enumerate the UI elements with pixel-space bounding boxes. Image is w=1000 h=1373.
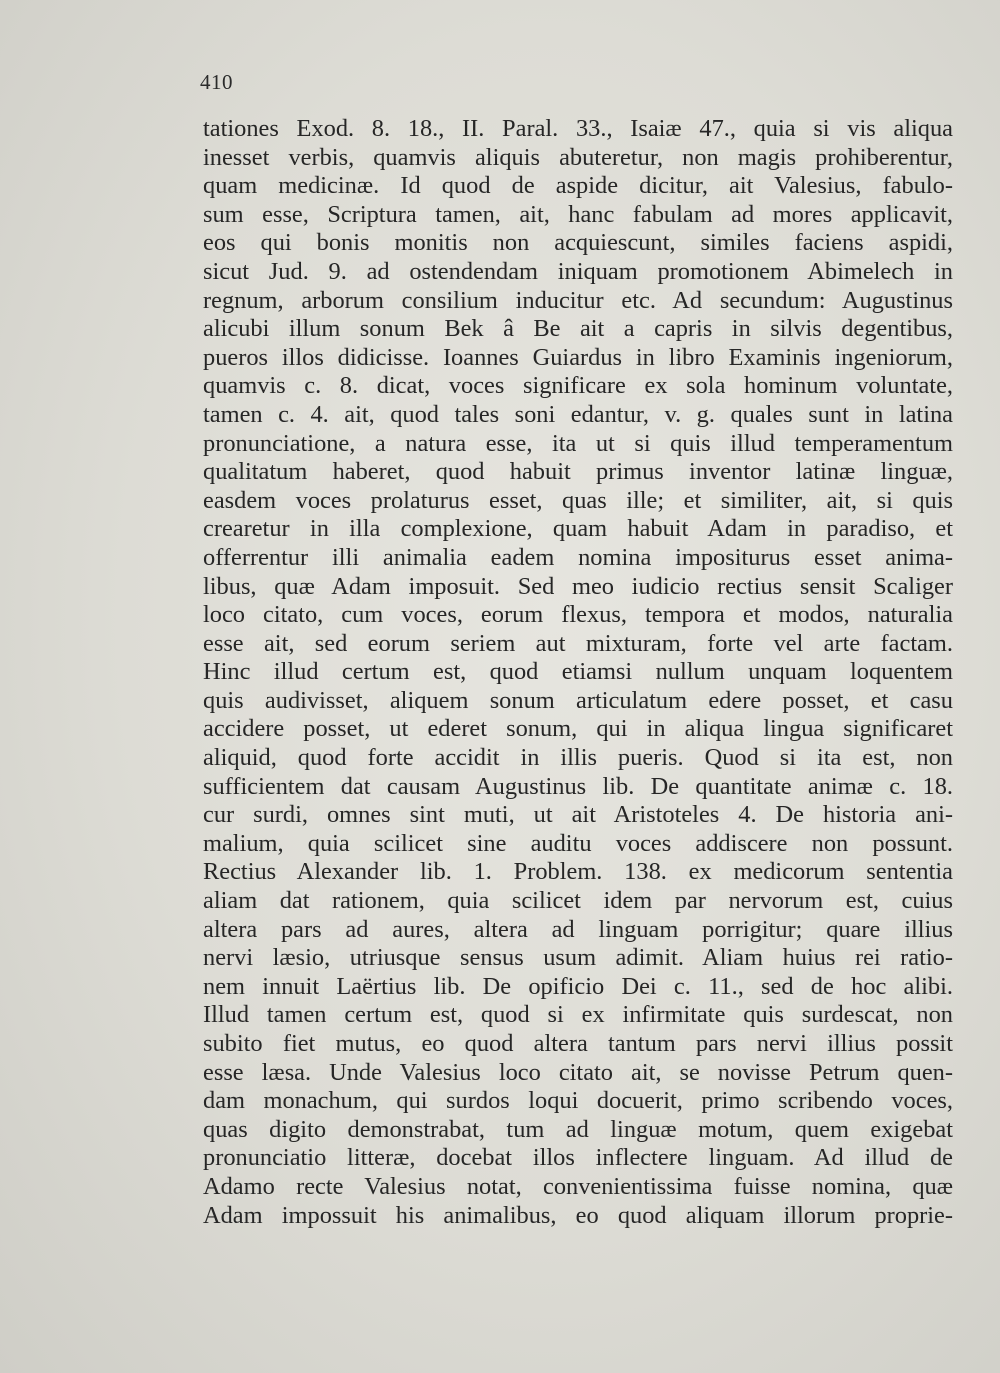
- text-line: nervi læsio, utriusque sensus usum adimit. Aliam huius rei ratio-: [203, 944, 953, 972]
- page-number: 410: [200, 70, 233, 94]
- text-line: quamvis c. 8. dicat, voces significare ex sola hominum voluntate,: [203, 372, 953, 400]
- text-line: tamen c. 4. ait, quod tales soni edantur, v. g. quales sunt in latina: [203, 400, 953, 428]
- text-line: qualitatum haberet, quod habuit primus inventor latinæ linguæ,: [203, 458, 953, 486]
- text-line: aliam dat rationem, quia scilicet idem par nervorum est, cuius: [203, 887, 953, 915]
- text-line: dam monachum, qui surdos loqui docuerit, primo scribendo voces,: [203, 1087, 953, 1115]
- text-line: pronunciatione, a natura esse, ita ut si quis illud temperamentum: [203, 429, 953, 457]
- text-line: malium, quia scilicet sine auditu voces addiscere non possunt.: [203, 829, 953, 857]
- text-line: aliquid, quod forte accidit in illis pueris. Quod si ita est, non: [203, 744, 953, 772]
- text-line: alicubi illum sonum Bek â Be ait a capris in silvis degentibus,: [203, 315, 953, 343]
- text-line: regnum, arborum consilium inducitur etc. Ad secundum: Augustinus: [203, 286, 953, 314]
- text-line: loco citato, cum voces, eorum flexus, tempora et modos, naturalia: [203, 601, 953, 629]
- text-line: inesset verbis, quamvis aliquis abuteretur, non magis prohiberentur,: [203, 143, 953, 171]
- body-text: [203, 115, 953, 1230]
- text-line: quis audivisset, aliquem sonum articulatum edere posset, et casu: [203, 686, 953, 714]
- text-line: altera pars ad aures, altera ad linguam porrigitur; quare illius: [203, 915, 953, 943]
- text-line: easdem voces prolaturus esset, quas ille; et similiter, ait, si quis: [203, 486, 953, 514]
- text-line: quam medicinæ. Id quod de aspide dicitur, ait Valesius, fabulo-: [203, 172, 953, 200]
- text-line: tationes Exod. 8. 18., II. Paral. 33., Isaiæ 47., quia si vis aliqua: [203, 115, 953, 142]
- text-line: Illud tamen certum est, quod si ex infirmitate quis surdescat, non: [203, 1001, 953, 1029]
- text-line: esse læsa. Unde Valesius loco citato ait, se novisse Petrum quen-: [203, 1058, 953, 1086]
- text-line: Adam impossuit his animalibus, eo quod aliquam illorum proprie-: [203, 1201, 953, 1229]
- text-line: Rectius Alexander lib. 1. Problem. 138. ex medicorum sententia: [203, 858, 953, 886]
- text-line: nem innuit Laërtius lib. De opificio Dei c. 11., sed de hoc alibi.: [203, 972, 953, 1000]
- text-line: sufficientem dat causam Augustinus lib. De quantitate animæ c. 18.: [203, 772, 953, 800]
- text-line: Hinc illud certum est, quod etiamsi nullum unquam loquentem: [203, 658, 953, 686]
- text-line: cur surdi, omnes sint muti, ut ait Aristoteles 4. De historia ani-: [203, 801, 953, 829]
- text-line: esse ait, sed eorum seriem aut mixturam, forte vel arte factam.: [203, 629, 953, 657]
- text-line: crearetur in illa complexione, quam habuit Adam in paradiso, et: [203, 515, 953, 543]
- text-line: pueros illos didicisse. Ioannes Guiardus in libro Examinis ingeniorum,: [203, 343, 953, 371]
- text-line: pronunciatio litteræ, docebat illos inflectere linguam. Ad illud de: [203, 1144, 953, 1172]
- text-line: libus, quæ Adam imposuit. Sed meo iudicio rectius sensit Scaliger: [203, 572, 953, 600]
- text-line: sicut Jud. 9. ad ostendendam iniquam promotionem Abimelech in: [203, 257, 953, 285]
- text-line: quas digito demonstrabat, tum ad linguæ motum, quem exigebat: [203, 1115, 953, 1143]
- text-line: subito fiet mutus, eo quod altera tantum pars nervi illius possit: [203, 1030, 953, 1057]
- text-line: Adamo recte Valesius notat, convenientissima fuisse nomina, quæ: [203, 1172, 953, 1200]
- text-line: offerrentur illi animalia eadem nomina impositurus esset anima-: [203, 543, 953, 571]
- text-line: sum esse, Scriptura tamen, ait, hanc fabulam ad mores applicavit,: [203, 200, 953, 228]
- text-line: accidere posset, ut ederet sonum, qui in aliqua lingua significaret: [203, 715, 953, 743]
- text-line: eos qui bonis monitis non acquiescunt, similes faciens aspidi,: [203, 229, 953, 257]
